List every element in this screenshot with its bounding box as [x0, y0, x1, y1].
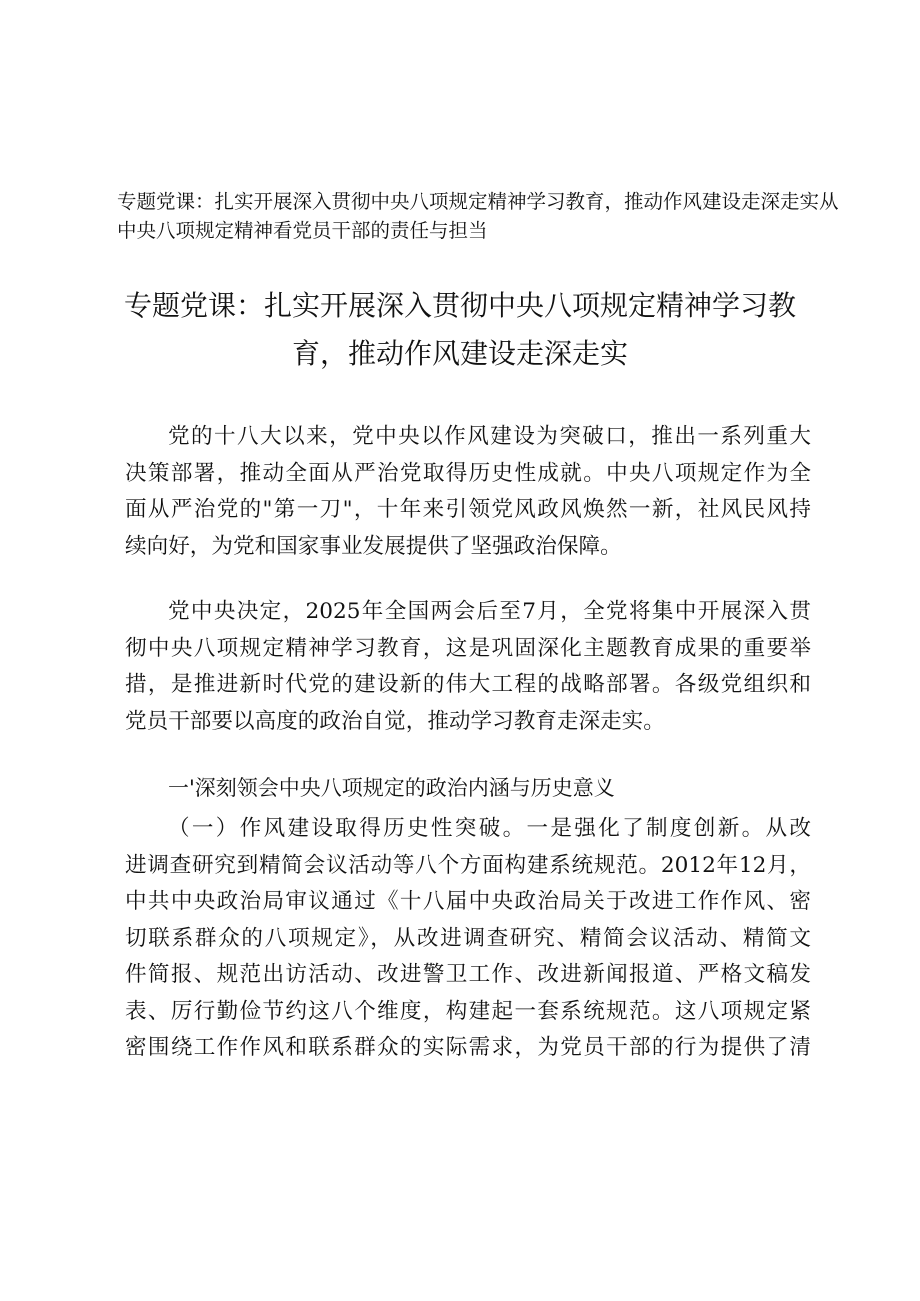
paragraph-line: 彻中央八项规定精神学习教育，这是巩固深化主题教育成果的重要举	[125, 635, 811, 661]
header-title-line: 专题党课：扎实开展深入贯彻中央八项规定精神学习教育，推动作风建设走深走实从	[117, 190, 839, 213]
paragraph-line: （一）作风建设取得历史性突破。一是强化了制度创新。从改	[168, 816, 811, 841]
header-title-line: 中央八项规定精神看党员干部的责任与担当	[117, 219, 488, 242]
paragraph-section-1	[125, 811, 811, 1067]
paragraph-line: 面从严治党的"第一刀"，十年来引领党风政风焕然一新，社风民风持	[125, 497, 811, 522]
document-header-title	[117, 187, 839, 245]
paragraph-line: 件简报、规范出访活动、改进警卫工作、改进新闻报道、严格文稿发	[125, 962, 811, 987]
paragraph-line: 措，是推进新时代党的建设新的伟大工程的战略部署。各级党组织和	[125, 672, 811, 697]
main-title-line: 专题党课：扎实开展深入贯彻中央八项规定精神学习教	[123, 289, 796, 322]
paragraph-line: 进调查研究到精简会议活动等八个方面构建系统规范。2012年12月，	[125, 852, 811, 878]
paragraph-line: 表、厉行勤俭节约这八个维度，构建起一套系统规范。这八项规定紧	[125, 998, 811, 1024]
paragraph-line: 党的十八大以来，党中央以作风建设为突破口，推出一系列重大	[168, 424, 811, 449]
paragraph-line: 切联系群众的八项规定》，从改进调查研究、精简会议活动、精简文	[125, 925, 811, 951]
paragraph-line: 决策部署，推动全面从严治党取得历史性成就。中央八项规定作为全	[125, 460, 811, 486]
main-title-line: 育，推动作风建设走深走实	[291, 337, 628, 370]
paragraph-line: 密围绕工作作风和联系群众的实际需求，为党员干部的行为提供了清	[125, 1035, 811, 1060]
paragraph-intro	[125, 419, 811, 565]
paragraph-line: 党员干部要以高度的政治自觉，推动学习教育走深走实。	[125, 708, 665, 734]
paragraph-line: 党中央决定，2025年全国两会后至7月，全党将集中开展深入贯	[168, 599, 811, 624]
paragraph-line: 中共中央政治局审议通过《十八届中央政治局关于改进工作作风、密	[125, 889, 811, 914]
paragraph-decision	[125, 594, 811, 740]
section-heading: 一'深刻领会中央八项规定的政治内涵与历史意义	[168, 776, 615, 800]
main-title	[100, 282, 820, 378]
paragraph-line: 续向好，为党和国家事业发展提供了坚强政治保障。	[125, 533, 622, 559]
